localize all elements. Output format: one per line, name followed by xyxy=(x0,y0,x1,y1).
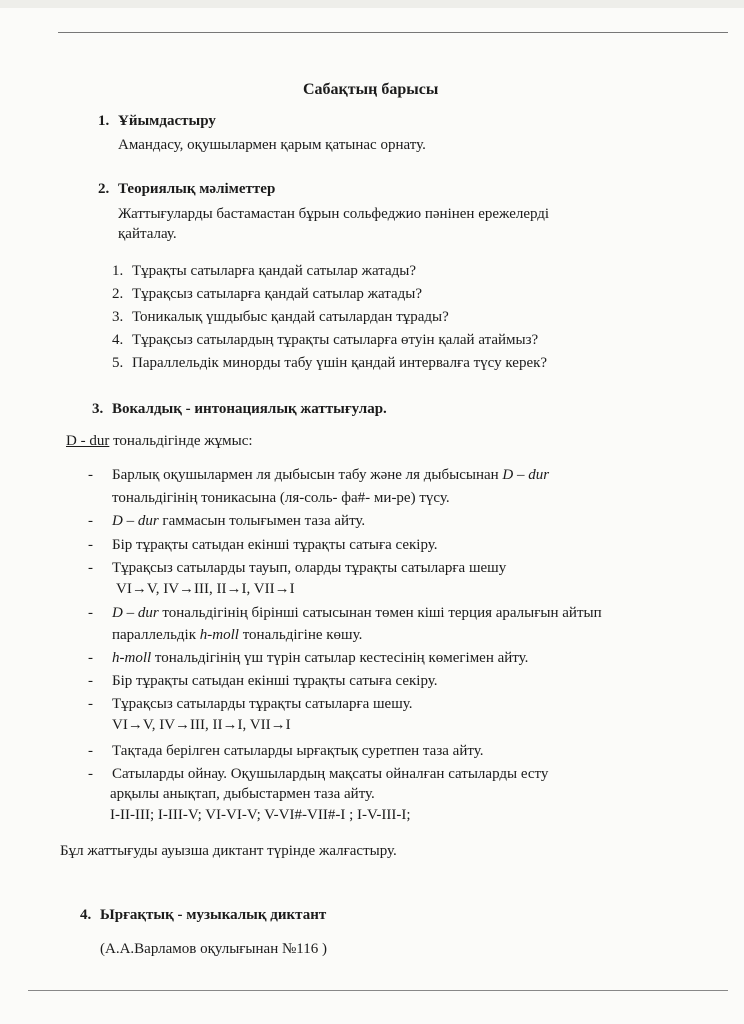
page-border-bottom xyxy=(28,990,728,991)
list-item-10-sequences: I-II-III; I-III-V; VI-VI-V; V-VI#-VII#-I ; I-V-III-I; xyxy=(110,807,411,823)
list-item-9: Тақтада берілген сатыларды ырғақтық суретпен таза айту. xyxy=(112,743,484,759)
section-4-heading: 4. Ырғақтық - музыкалық диктант xyxy=(80,907,327,923)
question-item: 2. Тұрақсыз сатыларға қандай сатылар жатады? xyxy=(112,286,423,302)
list-item-1-cont: тональдігінің тоникасына (ля-соль- фа#- ми-ре) түсу. xyxy=(112,490,450,506)
closing-text: Бұл жаттығуды ауызша диктант түрінде жалғастыру. xyxy=(60,843,397,859)
section-2-heading: 2. Теориялық мәліметтер xyxy=(98,181,276,197)
list-dash: - xyxy=(88,605,93,621)
list-item-8-resolutions: VI→V, IV→III, II→I, VII→I xyxy=(112,717,291,733)
list-dash: - xyxy=(88,673,93,689)
list-item-4: Тұрақсыз сатыларды тауып, оларды тұрақты сатыларға шешу xyxy=(112,560,507,576)
section-1-text: Амандасу, оқушылармен қарым қатынас орнату. xyxy=(118,137,426,153)
scan-edge xyxy=(0,0,744,8)
list-dash: - xyxy=(88,467,93,483)
list-item-4-resolutions: VI→V, IV→III, II→I, VII→I xyxy=(116,581,295,597)
list-dash: - xyxy=(88,513,93,529)
list-item-3: Бір тұрақты сатыдан екінші тұрақты сатыға секіру. xyxy=(112,537,438,553)
list-item-5-cont: параллельдік h-moll тональдігіне көшу. xyxy=(112,627,363,643)
section-3-heading: 3. Вокалдық - интонациялық жаттығулар. xyxy=(92,401,387,417)
list-item-10: Сатыларды ойнау. Оқушылардың мақсаты ойналған сатыларды есту xyxy=(112,766,549,782)
list-item-2: D – dur гаммасын толығымен таза айту. xyxy=(112,513,366,529)
list-dash: - xyxy=(88,537,93,553)
list-dash: - xyxy=(88,766,93,782)
question-item: 4. Тұрақсыз сатылардың тұрақты сатыларға өтуін қалай атаймыз? xyxy=(112,332,539,348)
page-title: Сабақтың барысы xyxy=(303,81,439,98)
section-2-text-line1: Жаттығуларды бастамастан бұрын сольфеджио пәнінен ережелерді xyxy=(118,206,550,222)
question-item: 5. Параллельдік минорды табу үшін қандай интервалға түсу керек? xyxy=(112,355,548,371)
question-item: 3. Тоникалық үшдыбыс қандай сатылардан тұрады? xyxy=(112,309,449,325)
list-item-7: Бір тұрақты сатыдан екінші тұрақты сатыға секіру. xyxy=(112,673,438,689)
key-line: D - dur тональдігінде жұмыс: xyxy=(66,433,253,449)
list-item-10-cont: арқылы анықтап, дыбыстармен таза айту. xyxy=(110,786,375,802)
list-item-6: h-moll тональдігінің үш түрін сатылар кестесінің көмегімен айту. xyxy=(112,650,529,666)
list-dash: - xyxy=(88,560,93,576)
list-dash: - xyxy=(88,696,93,712)
list-item-1: Барлық оқушылармен ля дыбысын табу және ля дыбысынан D – dur xyxy=(112,467,550,483)
section-4-source: (А.А.Варламов оқулығынан №116 ) xyxy=(100,941,327,957)
list-dash: - xyxy=(88,743,93,759)
list-dash: - xyxy=(88,650,93,666)
section-1-heading: 1. Ұйымдастыру xyxy=(98,113,216,129)
page-border-top xyxy=(58,32,728,33)
question-item: 1. Тұрақты сатыларға қандай сатылар жатады? xyxy=(112,263,417,279)
section-2-text-line2: қайталау. xyxy=(118,226,177,242)
list-item-5: D – dur тональдігінің бірінші сатысынан төмен кіші терция аралығын айтып xyxy=(112,605,602,621)
list-item-8: Тұрақсыз сатыларды тұрақты сатыларға шешу. xyxy=(112,696,413,712)
